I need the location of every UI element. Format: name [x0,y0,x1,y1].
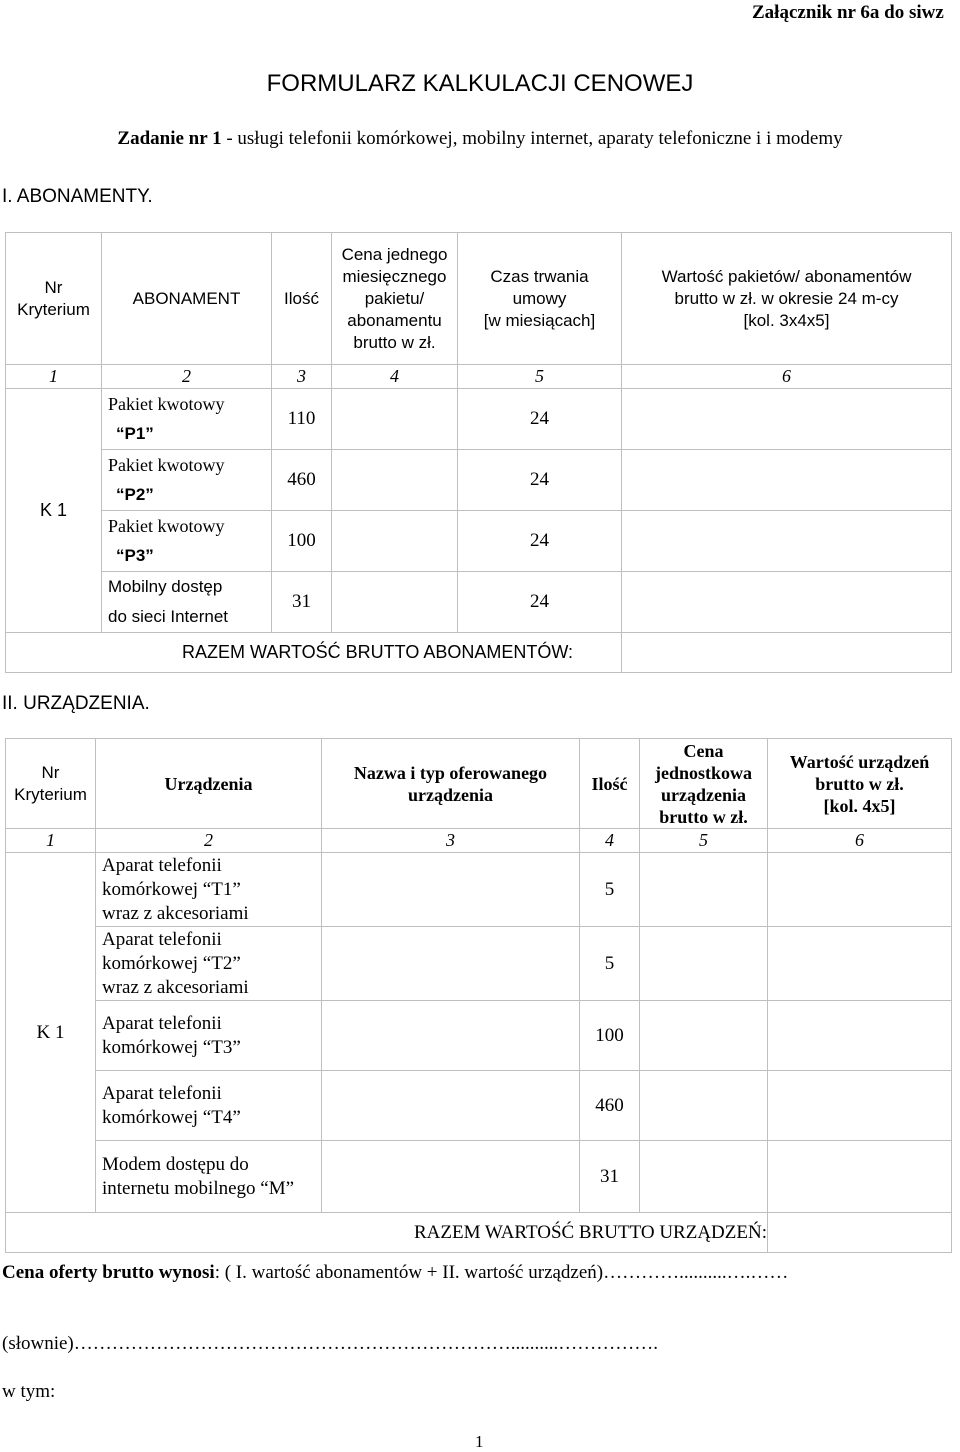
model-input-cell[interactable] [322,1071,580,1141]
value-input-cell[interactable] [768,1141,952,1213]
package-name: Mobilny dostęp do sieci Internet [102,572,272,633]
price-input-cell[interactable] [332,572,458,633]
price-input-cell[interactable] [640,927,768,1001]
quantity-cell: 5 [580,853,640,927]
col-number: 1 [6,365,102,389]
package-name: Pakiet kwotowy “P1” [102,389,272,450]
quantity-cell: 100 [272,511,332,572]
value-input-cell[interactable] [622,450,952,511]
col-wartosc-header: Wartość pakietów/ abonamentów brutto w zł. w okresie 24 m-cy [kol. 3x4x5] [622,233,952,365]
col-number: 4 [332,365,458,389]
col-ilosc-header: Ilość [272,233,332,365]
table-row [6,1001,952,1071]
col-number: 5 [640,829,768,853]
device-name: Aparat telefonii komórkowej “T4” [96,1071,322,1141]
col-number: 6 [768,829,952,853]
task-description [0,128,960,150]
col-czas-header: Czas trwania umowy [w miesiącach] [458,233,622,365]
quantity-cell: 31 [272,572,332,633]
table-row [6,1141,952,1213]
months-cell: 24 [458,450,622,511]
device-name: Modem dostępu do internetu mobilnego “M” [96,1141,322,1213]
value-input-cell[interactable] [622,389,952,450]
col-number: 3 [272,365,332,389]
value-input-cell[interactable] [622,572,952,633]
value-input-cell[interactable] [768,853,952,927]
package-name: Pakiet kwotowy “P3” [102,511,272,572]
task-text: - usługi telefonii komórkowej, mobilny internet, aparaty telefoniczne i i modemy [221,128,843,149]
price-input-cell[interactable] [640,1001,768,1071]
total-label: RAZEM WARTOŚĆ BRUTTO ABONAMENTÓW: [6,633,622,673]
table-row [6,572,952,633]
table-row [6,1071,952,1141]
col-urzadzenia-header: Urządzenia [96,739,322,829]
abonamenty-table [5,232,952,673]
months-cell: 24 [458,572,622,633]
col-number: 4 [580,829,640,853]
table-row [6,450,952,511]
criterion-cell: K 1 [6,389,102,633]
offer-price-text: : ( I. wartość abonamentów + II. wartość urządzeń)…………..........….…… [214,1262,789,1283]
col-number: 1 [6,829,96,853]
section1-heading: I. ABONAMENTY. [2,186,153,207]
col-number: 6 [622,365,952,389]
device-name: Aparat telefonii komórkowej “T1” wraz z akcesoriami [96,853,322,927]
device-name: Aparat telefonii komórkowej “T2” wraz z akcesoriami [96,927,322,1001]
table-row [6,389,952,450]
col-number: 2 [102,365,272,389]
table-row [6,927,952,1001]
col-ilosc-header: Ilość [580,739,640,829]
device-name: Aparat telefonii komórkowej “T3” [96,1001,322,1071]
model-input-cell[interactable] [322,1141,580,1213]
price-input-cell[interactable] [640,1141,768,1213]
table-row [6,853,952,927]
value-input-cell[interactable] [768,927,952,1001]
col-abonament-header: ABONAMENT [102,233,272,365]
col-cena-header: Cena jednostkowa urządzenia brutto w zł. [640,739,768,829]
criterion-cell: K 1 [6,853,96,1213]
w-tym-label: w tym: [2,1381,56,1402]
page-number: 1 [475,1432,484,1451]
col-nazwa-header: Nazwa i typ oferowanego urządzenia [322,739,580,829]
quantity-cell: 460 [580,1071,640,1141]
price-input-cell[interactable] [640,853,768,927]
total-label: RAZEM WARTOŚĆ BRUTTO URZĄDZEŃ: [6,1213,768,1253]
months-cell: 24 [458,511,622,572]
model-input-cell[interactable] [322,853,580,927]
col-number: 5 [458,365,622,389]
model-input-cell[interactable] [322,927,580,1001]
offer-price-label: Cena oferty brutto wynosi [2,1262,215,1283]
quantity-cell: 31 [580,1141,640,1213]
quantity-cell: 460 [272,450,332,511]
task-label: Zadanie nr 1 [117,128,222,149]
page-title: FORMULARZ KALKULACJI CENOWEJ [266,70,694,97]
value-input-cell[interactable] [622,511,952,572]
section2-heading: II. URZĄDZENIA. [2,693,150,714]
total-value-cell[interactable] [768,1213,952,1253]
col-wartosc-header: Wartość urządzeń brutto w zł. [kol. 4x5] [768,739,952,829]
urzadzenia-table [5,738,952,1253]
quantity-cell: 110 [272,389,332,450]
offer-price-line [2,1262,788,1284]
total-value-cell[interactable] [622,633,952,673]
col-nr-header: Nr Kryterium [6,233,102,365]
quantity-cell: 5 [580,927,640,1001]
col-number: 2 [96,829,322,853]
value-input-cell[interactable] [768,1001,952,1071]
attachment-label: Załącznik nr 6a do siwz [752,2,944,23]
col-cena-header: Cena jednego miesięcznego pakietu/ abonamentu brutto w zł. [332,233,458,365]
price-input-cell[interactable] [332,450,458,511]
price-input-cell[interactable] [640,1071,768,1141]
price-input-cell[interactable] [332,511,458,572]
months-cell: 24 [458,389,622,450]
table-row [6,511,952,572]
quantity-cell: 100 [580,1001,640,1071]
price-input-cell[interactable] [332,389,458,450]
amount-in-words-line: (słownie)……………………………………………………………..........……………. [2,1333,659,1354]
package-name: Pakiet kwotowy “P2” [102,450,272,511]
value-input-cell[interactable] [768,1071,952,1141]
col-number: 3 [322,829,580,853]
col-nr-header: Nr Kryterium [6,739,96,829]
model-input-cell[interactable] [322,1001,580,1071]
